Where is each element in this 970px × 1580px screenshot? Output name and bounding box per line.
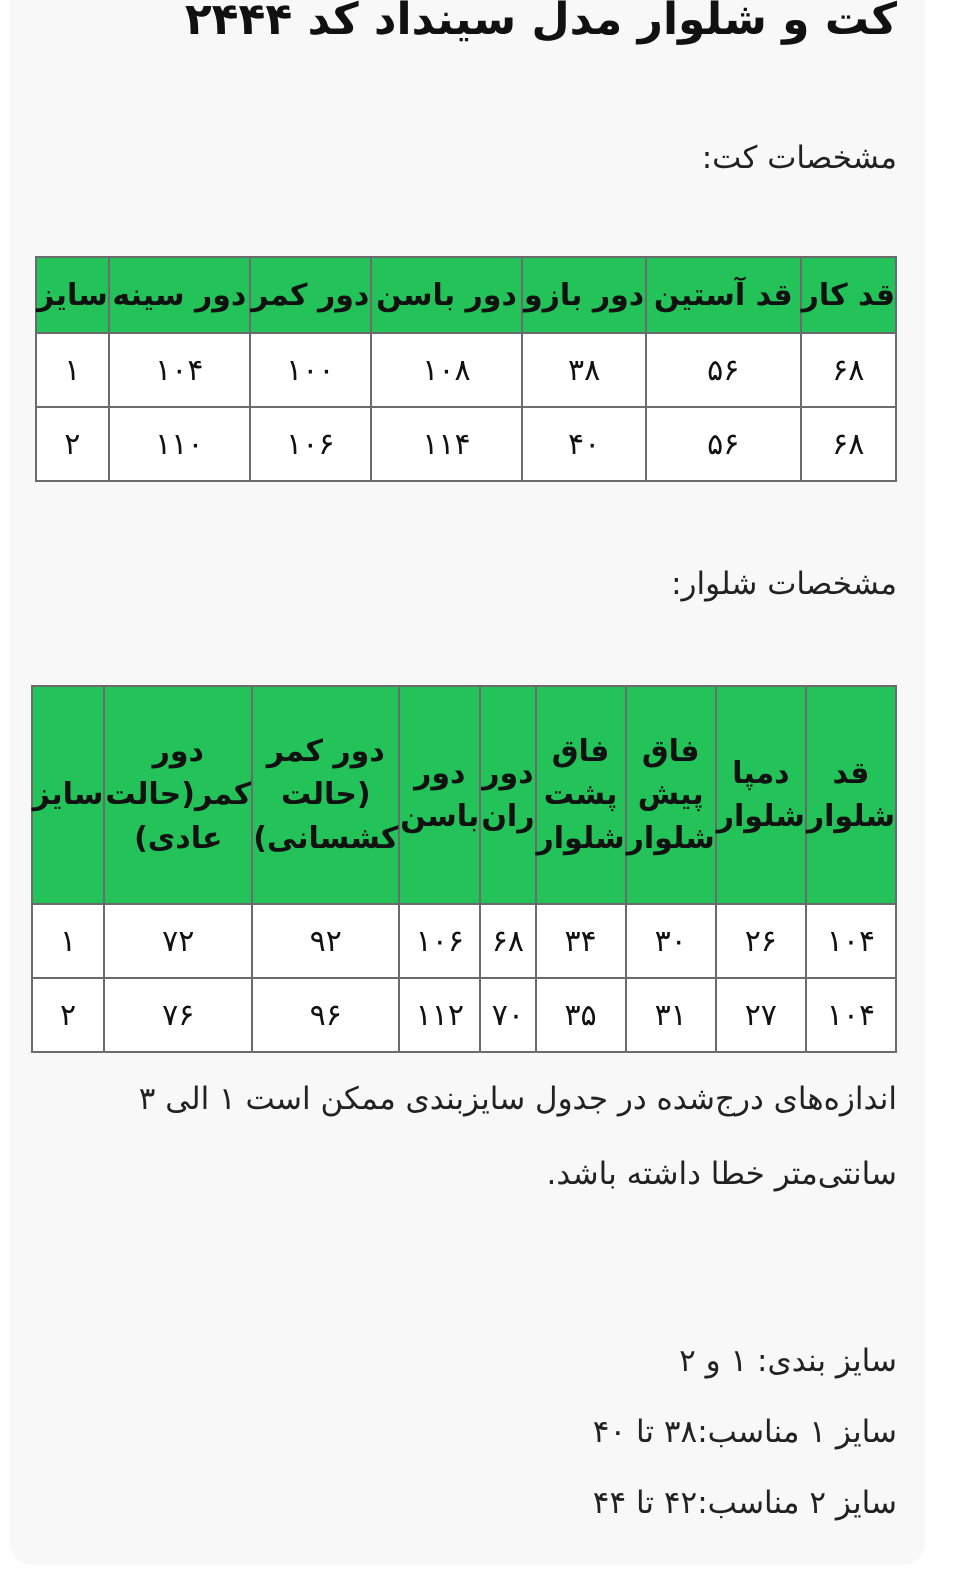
table-cell: ۱: [32, 904, 105, 978]
coat-section-label: مشخصات کت:: [701, 140, 897, 176]
size-2-fit: سایز ۲ مناسب:۴۲ تا ۴۴: [592, 1485, 897, 1521]
product-page: [10, 0, 925, 1565]
pants-header-cell: دمپا شلوار: [716, 686, 806, 904]
coat-size-table: [35, 256, 897, 482]
table-cell: ۴۰: [522, 407, 646, 481]
table-cell: ۱: [36, 333, 109, 407]
table-cell: ۳۸: [522, 333, 646, 407]
table-row: [32, 904, 896, 978]
pants-header-cell: دور ران: [480, 686, 535, 904]
pants-header-cell: دور کمر (حالت کشسانی): [252, 686, 399, 904]
table-row: [36, 333, 896, 407]
table-row: [36, 407, 896, 481]
table-cell: ۳۰: [626, 904, 716, 978]
table-cell: ۳۴: [536, 904, 626, 978]
table-cell: ۳۱: [626, 978, 716, 1052]
pants-header-cell: دور باسن: [399, 686, 480, 904]
pants-header-cell: فاق پشت شلوار: [536, 686, 626, 904]
table-cell: ۵۶: [646, 333, 801, 407]
table-cell: ۷۲: [104, 904, 252, 978]
table-cell: ۷۶: [104, 978, 252, 1052]
table-cell: ۲۶: [716, 904, 806, 978]
table-cell: ۱۰۶: [399, 904, 480, 978]
table-cell: ۱۱۰: [109, 407, 250, 481]
table-cell: ۶۸: [480, 904, 535, 978]
size-1-fit: سایز ۱ مناسب:۳۸ تا ۴۰: [592, 1414, 897, 1450]
page-title: کت و شلوار مدل سینداد کد ۲۴۴۴: [184, 0, 897, 45]
coat-header-cell: قد کار: [801, 257, 896, 333]
table-cell: ۲: [36, 407, 109, 481]
sizes-available: سایز بندی: ۱ و ۲: [679, 1343, 897, 1379]
coat-header-cell: دور سینه: [109, 257, 250, 333]
coat-header-cell: قد آستین: [646, 257, 801, 333]
pants-header-cell: سایز: [32, 686, 105, 904]
table-cell: ۹۲: [252, 904, 399, 978]
coat-header-cell: دور کمر: [250, 257, 371, 333]
pants-header-cell: فاق پیش شلوار: [626, 686, 716, 904]
table-cell: ۹۶: [252, 978, 399, 1052]
table-cell: ۱۰۸: [371, 333, 523, 407]
sizing-note: اندازه‌های درج‌شده در جدول سایزبندی ممکن است ۱ الی ۳ سانتی‌متر خطا داشته باشد.: [138, 1081, 897, 1192]
pants-header-row: [32, 686, 896, 904]
coat-header-cell: دور باسن: [371, 257, 523, 333]
table-cell: ۶۸: [801, 407, 896, 481]
coat-header-cell: دور بازو: [522, 257, 646, 333]
table-cell: ۱۰۰: [250, 333, 371, 407]
table-cell: ۱۰۴: [806, 978, 896, 1052]
table-cell: ۵۶: [646, 407, 801, 481]
table-cell: ۷۰: [480, 978, 535, 1052]
table-cell: ۲۷: [716, 978, 806, 1052]
pants-header-cell: دور کمر(حالت عادی): [104, 686, 252, 904]
table-cell: ۱۰۴: [806, 904, 896, 978]
pants-size-table: [31, 685, 897, 1053]
table-cell: ۱۱۴: [371, 407, 523, 481]
table-cell: ۳۵: [536, 978, 626, 1052]
table-cell: ۱۱۲: [399, 978, 480, 1052]
pants-header-cell: قد شلوار: [806, 686, 896, 904]
table-cell: ۶۸: [801, 333, 896, 407]
coat-header-row: [36, 257, 896, 333]
table-cell: ۱۰۴: [109, 333, 250, 407]
table-cell: ۱۰۶: [250, 407, 371, 481]
table-row: [32, 978, 896, 1052]
pants-section-label: مشخصات شلوار:: [671, 566, 897, 602]
coat-header-cell: سایز: [36, 257, 109, 333]
table-cell: ۲: [32, 978, 105, 1052]
